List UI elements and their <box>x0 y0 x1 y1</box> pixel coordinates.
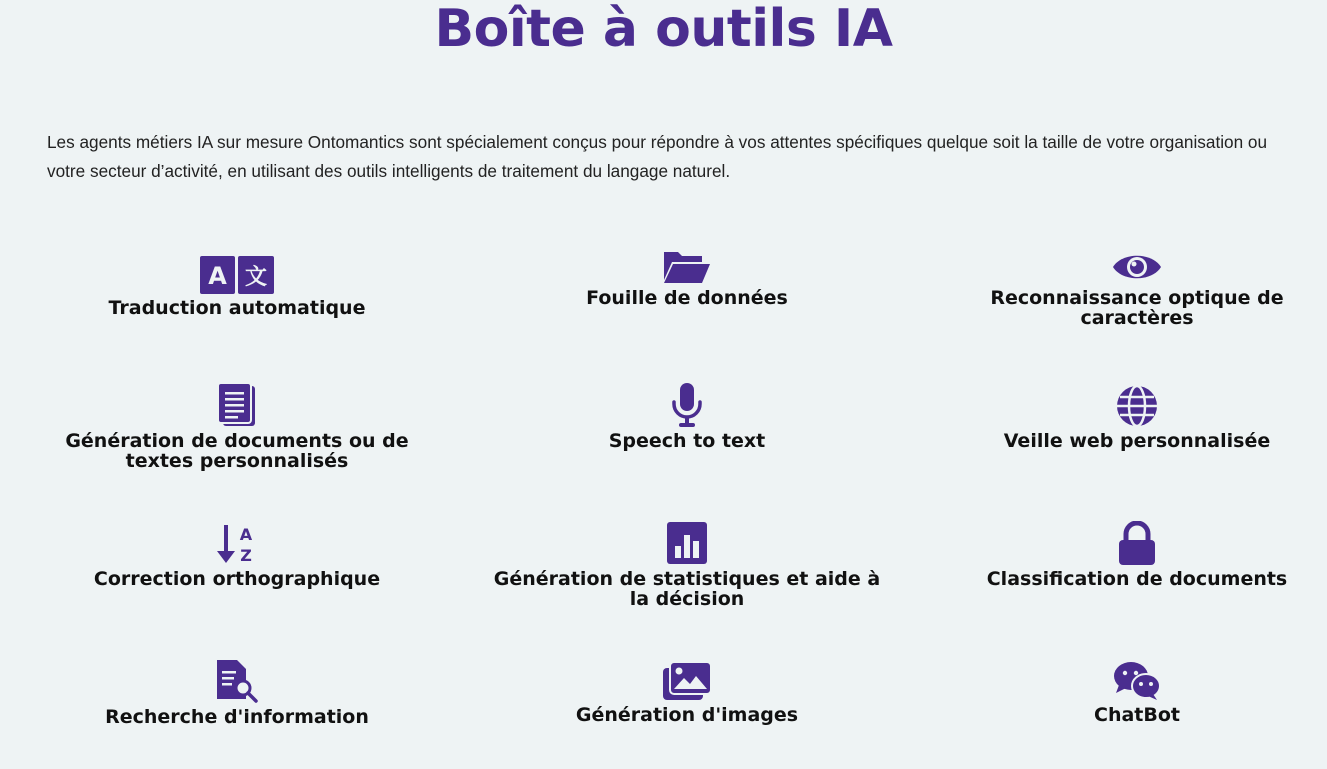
chat-icon <box>1113 661 1161 701</box>
tool-label: ChatBot <box>1094 704 1180 726</box>
tool-doc-generation <box>27 383 447 471</box>
tool-ocr <box>927 250 1327 328</box>
tool-label: Génération de statistiques et aide à la décision <box>493 568 881 610</box>
lock-icon <box>1117 521 1157 565</box>
tool-label: Correction orthographique <box>93 568 381 590</box>
svg-text:A: A <box>208 262 227 290</box>
bar-chart-icon <box>666 521 708 565</box>
tool-data-mining <box>477 250 897 308</box>
tool-label: Classification de documents <box>986 568 1288 590</box>
folder-open-icon <box>662 250 712 284</box>
tool-label: Fouille de données <box>586 287 788 309</box>
tool-label: Recherche d'information <box>105 706 369 728</box>
images-icon <box>662 661 712 701</box>
intro-paragraph: Les agents métiers IA sur mesure Ontomantics sont spécialement conçus pour répondre à vos attentes spécifiques quelque soit la taille de votre organisation ou votre secteur d’activité, en utilisant des outils intelligents de traitement du langage naturel. <box>47 132 1268 181</box>
microphone-icon <box>670 383 704 427</box>
translate-icon <box>200 256 274 294</box>
svg-text:Z: Z <box>240 546 252 565</box>
file-search-icon <box>215 659 259 703</box>
sort-alpha-icon <box>217 523 257 565</box>
eye-icon <box>1112 250 1162 284</box>
tool-label: Génération d'images <box>575 704 799 726</box>
globe-icon <box>1116 385 1158 427</box>
tool-chatbot <box>927 661 1327 725</box>
tool-statistics <box>477 521 897 609</box>
tool-label: Reconnaissance optique de caractères <box>990 287 1284 329</box>
tool-image-generation <box>477 661 897 725</box>
tool-label: Génération de documents ou de textes personnalisés <box>65 430 409 472</box>
tool-web-watch <box>927 385 1327 451</box>
tool-label: Speech to text <box>608 430 766 452</box>
tool-label: Traduction automatique <box>108 297 366 319</box>
svg-text:A: A <box>239 525 253 544</box>
page-title: Boîte à outils IA <box>434 0 893 59</box>
tool-speech-to-text <box>477 383 897 451</box>
tool-classification <box>927 521 1327 589</box>
tool-label: Veille web personnalisée <box>1003 430 1271 452</box>
svg-text:文: 文 <box>244 265 268 290</box>
tool-spelling <box>27 523 447 589</box>
tool-translation <box>27 256 447 318</box>
document-icon <box>217 383 257 427</box>
tool-information-retrieval <box>27 659 447 727</box>
